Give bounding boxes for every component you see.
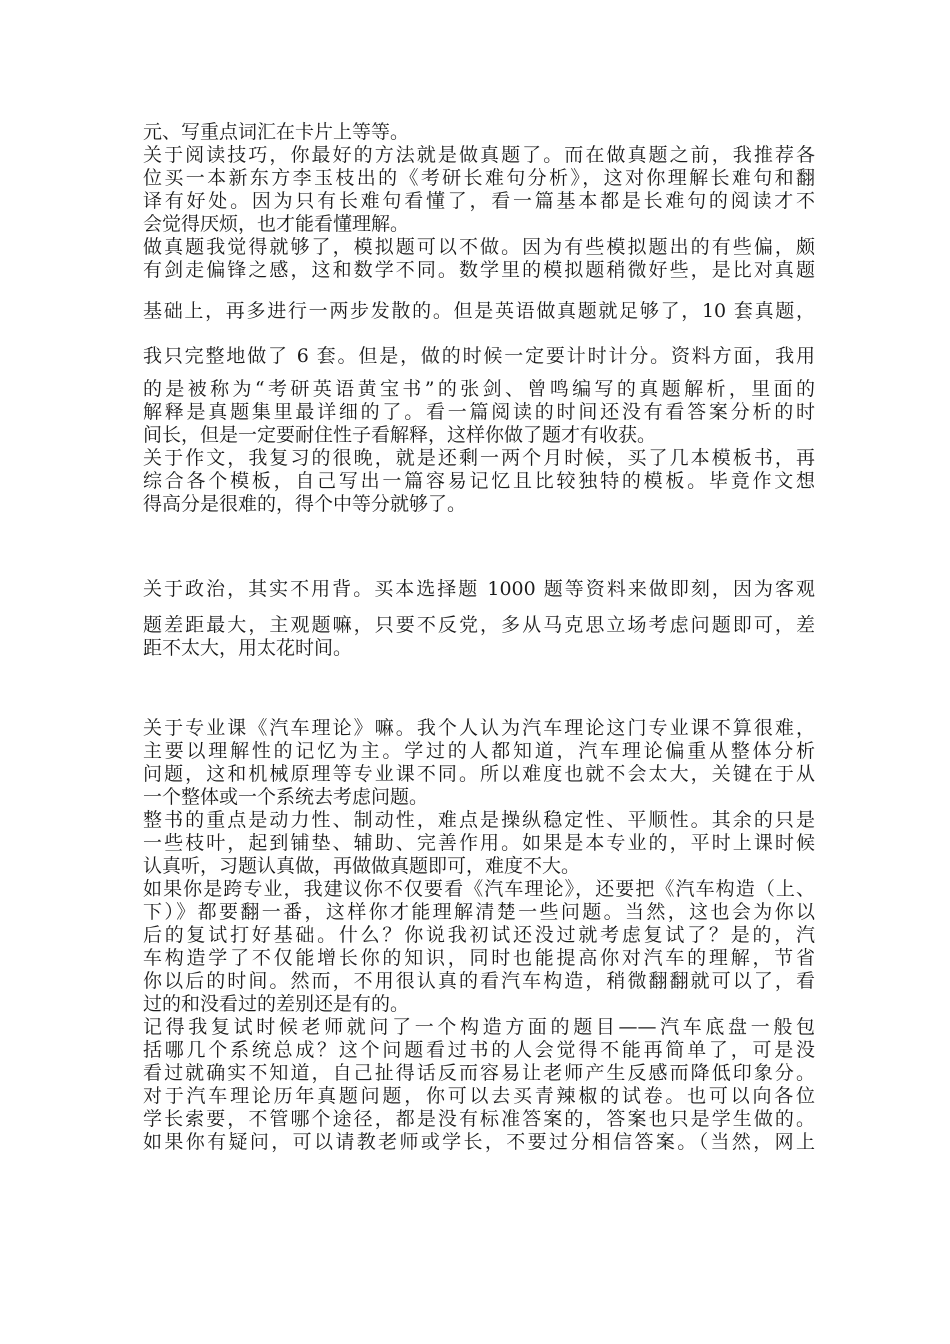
text-line: 车构造学了不仅能增长你的知识，同时也能提高你对汽车的理解，节省 (143, 947, 815, 969)
text-line: 关于专业课《汽车理论》嘛。我个人认为汽车理论这门专业课不算很难， (143, 717, 815, 739)
text-line: 你以后的时间。然而，不用很认真的看汽车构造，稍微翻翻就可以了，看 (143, 970, 815, 992)
text-line: 认真听，习题认真做，再做做真题即可，难度不大。 (143, 855, 581, 877)
text-line: 问题，这和机械原理等专业课不同。所以难度也就不会太大，关键在于从 (143, 763, 815, 785)
text-line: 整书的重点是动力性、制动性，难点是操纵稳定性、平顺性。其余的只是 (143, 809, 815, 831)
text-line: 如果你有疑问，可以请教老师或学长，不要过分相信答案。（当然，网上 (143, 1131, 815, 1153)
text-line: 解释是真题集里最详细的了。看一篇阅读的时间还没有看答案分析的时 (143, 401, 815, 423)
text-line: 主要以理解性的记忆为主。学过的人都知道，汽车理论偏重从整体分析 (143, 740, 815, 762)
text-line: 一个整体或一个系统去考虑问题。 (143, 786, 429, 808)
text-line: 学长索要，不管哪个途径，都是没有标准答案的，答案也只是学生做的。 (143, 1108, 815, 1130)
text-line: 下）》都要翻一番，这样你才能理解清楚一些问题。当然，这也会为你以 (143, 901, 815, 923)
text-line: 距不太大，用太花时间。 (143, 637, 353, 659)
text-line: 后的复试打好基础。什么？你说我初试还没过就考虑复试了？是的，汽 (143, 924, 815, 946)
text-line: 基础上，再多进行一两步发散的。但是英语做真题就足够了，10 套真题， (143, 300, 815, 322)
paragraph-group-major (143, 717, 815, 1154)
text-line: 间长，但是一定要耐住性子看解释，这样你做了题才有收获。 (143, 424, 657, 446)
text-line: 关于作文，我复习的很晚，就是还剩一两个月时候，买了几本模板书，再 (143, 447, 815, 469)
text-line: 位买一本新东方李玉枝出的《考研长难句分析》，这对你理解长难句和翻 (143, 167, 815, 189)
text-line: 记得我复试时候老师就问了一个构造方面的题目——汽车底盘一般包 (143, 1016, 815, 1038)
text-line: 题差距最大，主观题嘛，只要不反党，多从马克思立场考虑问题即可，差 (143, 614, 815, 636)
text-line: 有剑走偏锋之感，这和数学不同。数学里的模拟题稍微好些，是比对真题 (143, 259, 815, 281)
text-line: 一些枝叶，起到铺垫、辅助、完善作用。如果是本专业的，平时上课时候 (143, 832, 815, 854)
text-line: 过的和没看过的差别还是有的。 (143, 993, 410, 1015)
text-line: 关于阅读技巧，你最好的方法就是做真题了。而在做真题之前，我推荐各 (143, 144, 815, 166)
text-line: 对于汽车理论历年真题问题，你可以去买青辣椒的试卷。也可以向各位 (143, 1085, 815, 1107)
text-line: 会觉得厌烦，也才能看懂理解。 (143, 213, 410, 235)
text-line: 得高分是很难的，得个中等分就够了。 (143, 493, 467, 515)
text-line: 看过就确实不知道，自己扯得话反而容易让老师产生反感而降低印象分。 (143, 1062, 815, 1084)
text-line: 综合各个模板，自己写出一篇容易记忆且比较独特的模板。毕竟作文想 (143, 470, 815, 492)
text-line: 我只完整地做了 6 套。但是，做的时候一定要计时计分。资料方面，我用 (143, 345, 815, 367)
text-line: 译有好处。因为只有长难句看懂了，看一篇基本都是长难句的阅读才不 (143, 190, 815, 212)
paragraph-politics (143, 578, 815, 660)
text-line: 括哪几个系统总成？这个问题看过书的人会觉得不能再简单了，可是没 (143, 1039, 815, 1061)
text-line: 做真题我觉得就够了，模拟题可以不做。因为有些模拟题出的有些偏，颇 (143, 236, 815, 258)
text-line: 的是被称为“考研英语黄宝书”的张剑、曾鸣编写的真题解析，里面的 (143, 378, 815, 400)
paragraph-group-english (143, 121, 815, 282)
document-page (143, 121, 815, 1154)
paragraph-group-english-cont (143, 378, 815, 516)
text-line: 如果你是跨专业，我建议你不仅要看《汽车理论》，还要把《汽车构造（上、 (143, 878, 815, 900)
text-line: 关于政治，其实不用背。买本选择题 1000 题等资料来做即刻，因为客观 (143, 578, 815, 600)
text-line: 元、写重点词汇在卡片上等等。 (143, 121, 410, 143)
